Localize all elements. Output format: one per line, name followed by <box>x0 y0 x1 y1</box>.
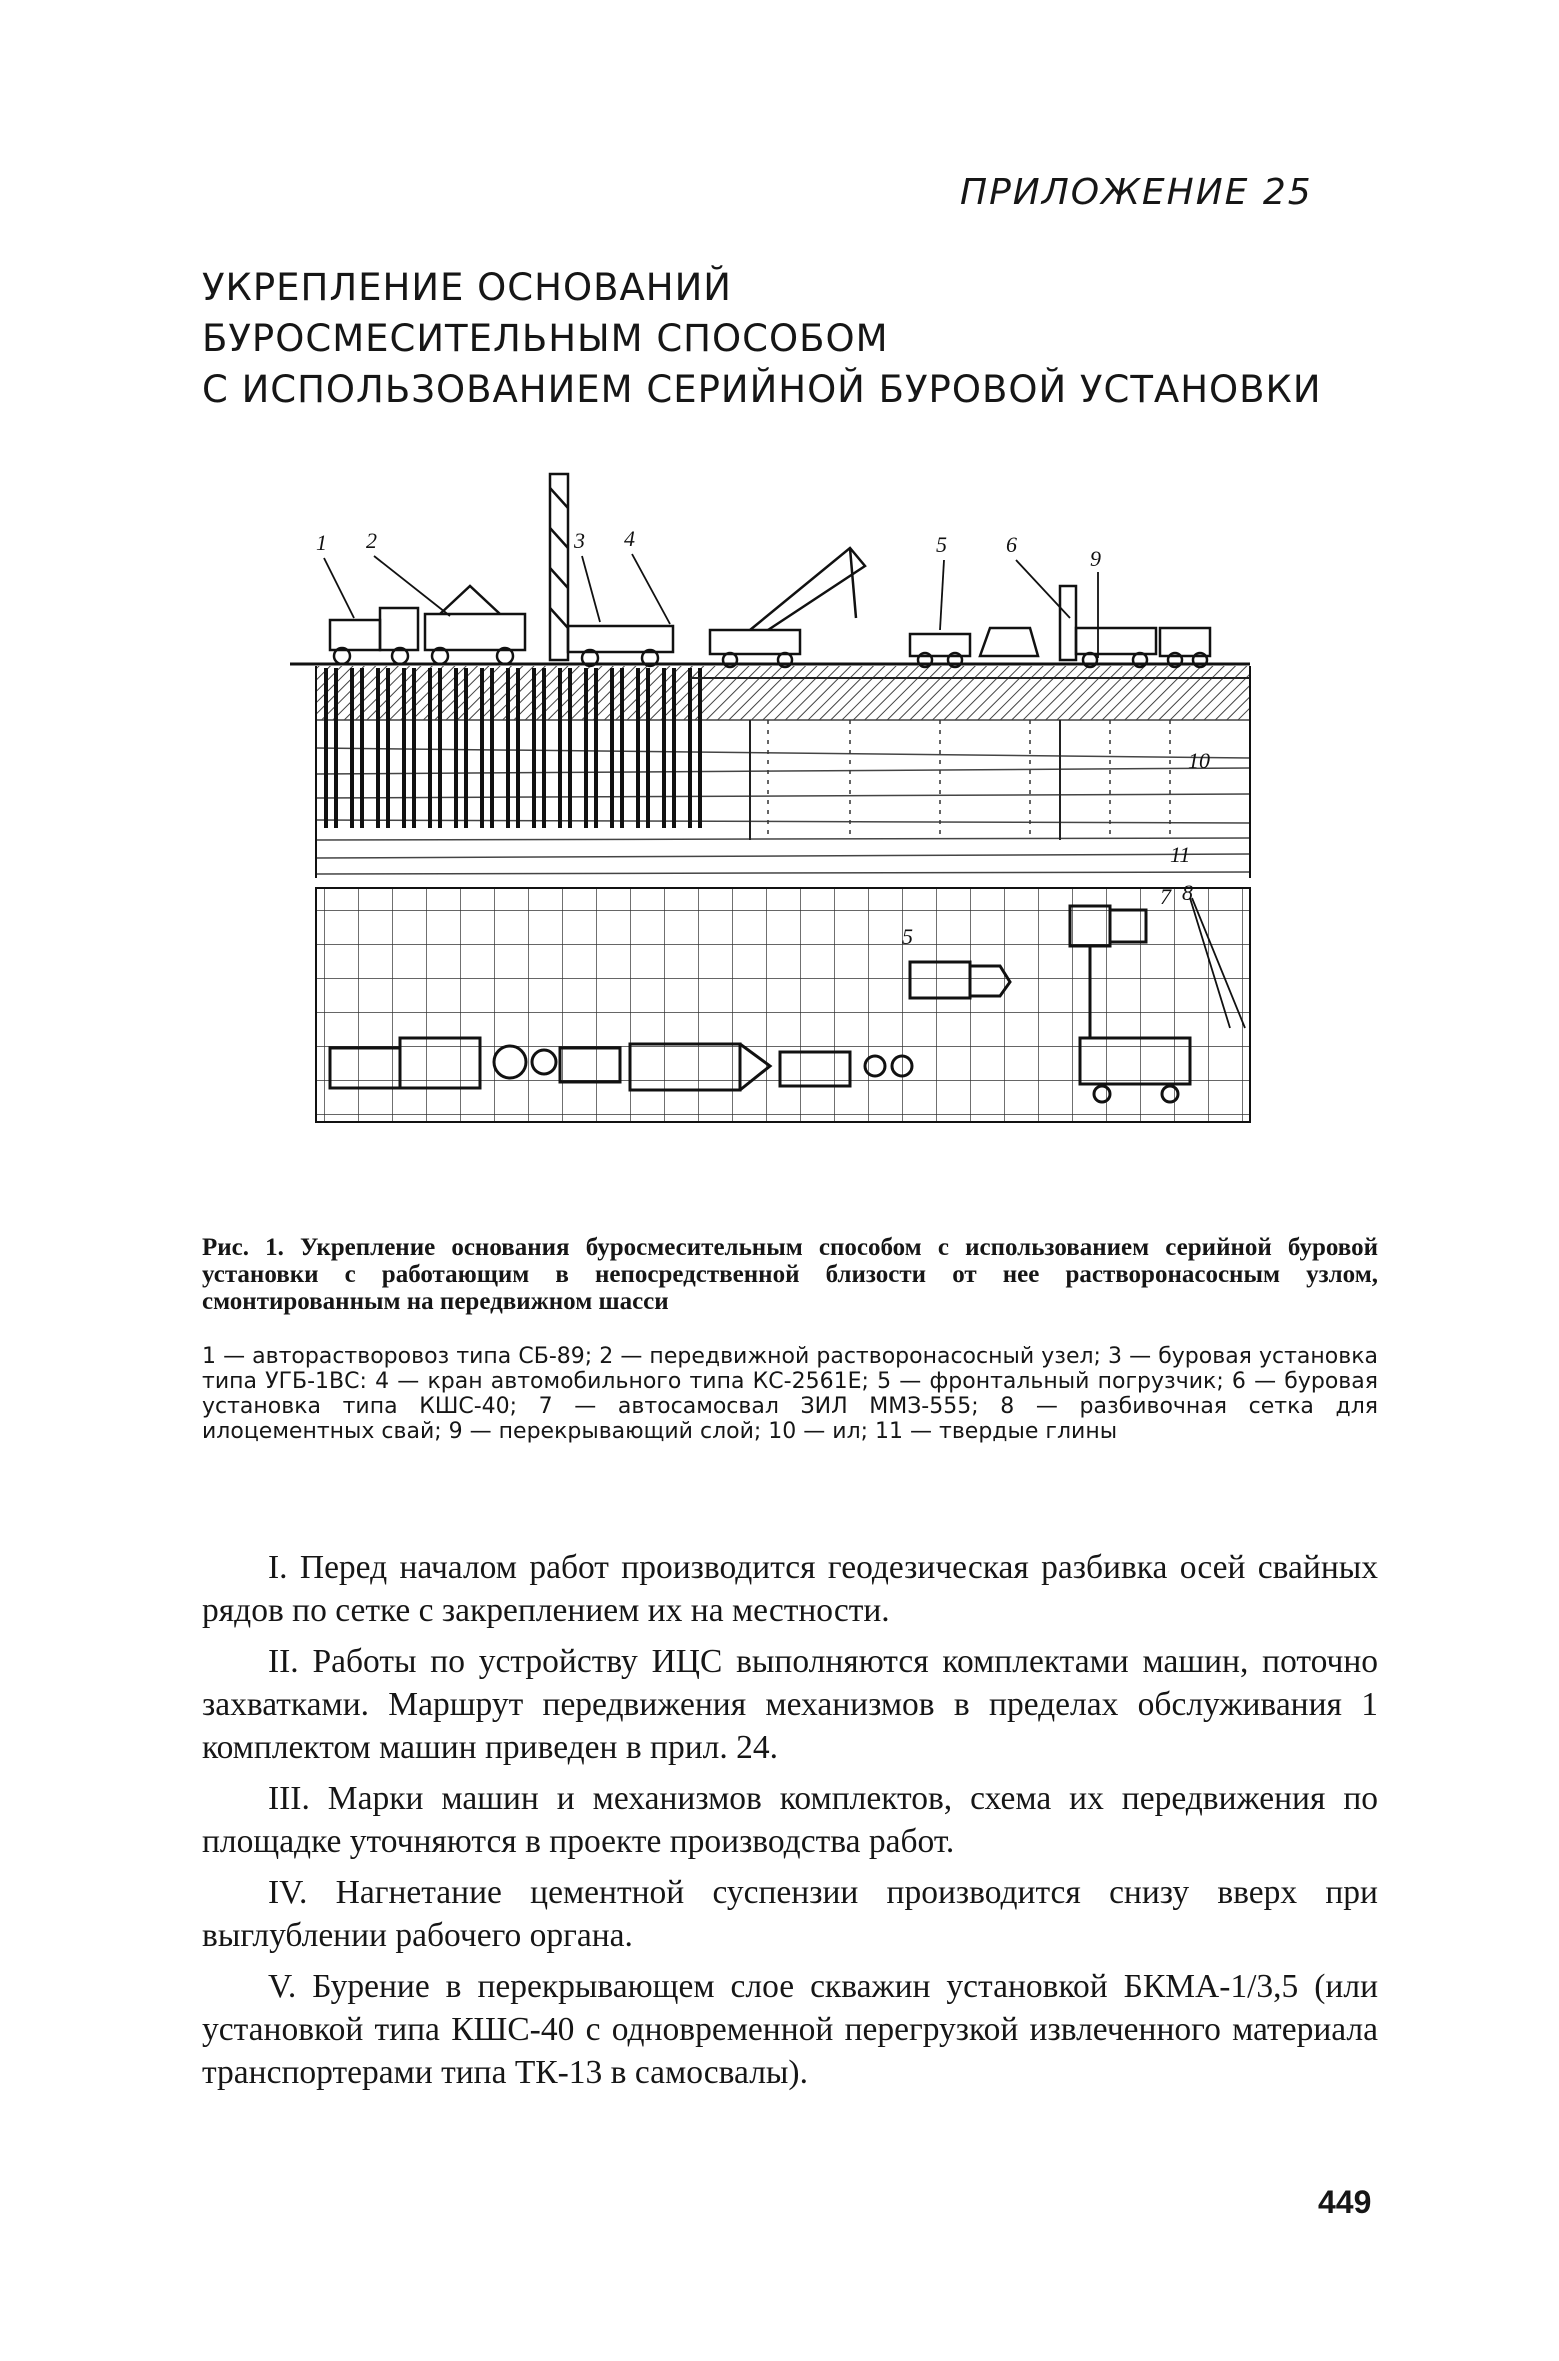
label-5-plan: 5 <box>902 924 913 949</box>
label-8: 8 <box>1182 880 1193 905</box>
paragraph-2: II. Работы по устройству ИЦС выполняются комплектами машин, поточно захватками. Маршрут передвижения механизмов в пределах обслуживания 1 комплектом машин приведен в прил. 24. <box>202 1643 1378 1766</box>
machinery-row <box>330 474 1210 667</box>
paragraph-5: V. Бурение в перекрывающем слое скважин установкой БКМА-1/3,5 (или установкой типа КШС-40 с одновременной перегрузкой извлеченного материала транспортерами типа ТК-13 в самосвалы). <box>202 1968 1378 2091</box>
label-7: 7 <box>1160 884 1171 909</box>
section-view <box>290 664 1250 878</box>
paragraph-4: IV. Нагнетание цементной суспензии производится снизу вверх при выглублении рабочего органа. <box>202 1874 1378 1954</box>
plan-view <box>316 888 1250 1122</box>
paragraph-1: I. Перед началом работ производится геодезическая разбивка осей свайных рядов по сетке с закреплением их на местности. <box>202 1549 1378 1629</box>
label-6: 6 <box>1006 532 1017 557</box>
title-line-1: УКРЕПЛЕНИЕ ОСНОВАНИЙ <box>202 266 732 309</box>
appendix-heading: ПРИЛОЖЕНИЕ 25 <box>960 172 1313 213</box>
label-11: 11 <box>1170 842 1191 867</box>
page-title <box>202 262 1322 415</box>
figure-legend: 1 — авторастворовоз типа СБ-89; 2 — передвижной растворонасосный узел; 3 — буровая установка типа УГБ-1ВС: 4 — кран автомобильного типа КС-2561Е; 5 — фронтальный погрузчик; 6 — буровая установка типа КШС-40; 7 — автосамосвал ЗИЛ ММЗ-555; 8 — разбивочная сетка для илоцементных свай; 9 — перекрывающий слой; 10 — ил; 11 — твердые глины <box>202 1344 1378 1444</box>
technical-figure <box>290 468 1270 1138</box>
label-3: 3 <box>574 528 585 553</box>
label-5: 5 <box>936 532 947 557</box>
page-number: 449 <box>1318 2184 1372 2220</box>
figure-caption: Рис. 1. Укрепление основания буросмесительным способом с использованием серийной буровой установки с работающим в непосредственной близости от нее растворонасосным узлом, смонтированным на передвижном шасси <box>202 1234 1378 1315</box>
paragraph-3: III. Марки машин и механизмов комплектов, схема их передвижения по площадке уточняются в проекте производства работ. <box>202 1780 1378 1860</box>
label-1: 1 <box>316 530 327 555</box>
label-2: 2 <box>366 528 377 553</box>
label-4: 4 <box>624 526 635 551</box>
title-line-3: С ИСПОЛЬЗОВАНИЕМ СЕРИЙНОЙ БУРОВОЙ УСТАНОВКИ <box>202 368 1322 411</box>
title-line-2: БУРОСМЕСИТЕЛЬНЫМ СПОСОБОМ <box>202 317 889 360</box>
body-text <box>202 1546 1378 2102</box>
label-10: 10 <box>1188 748 1210 773</box>
label-9: 9 <box>1090 546 1101 571</box>
